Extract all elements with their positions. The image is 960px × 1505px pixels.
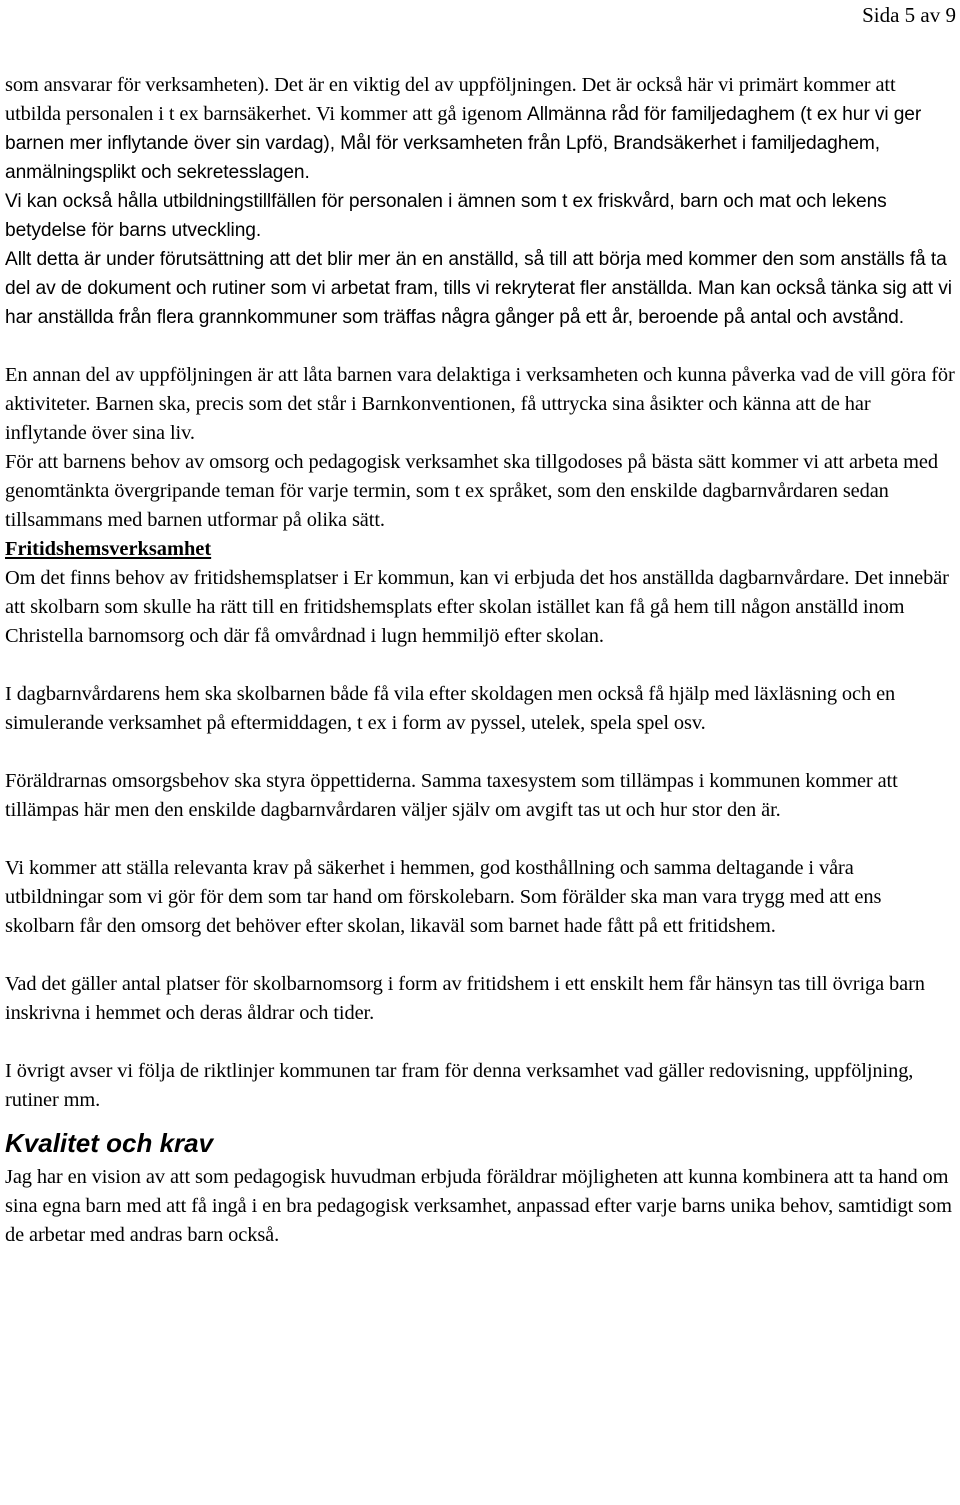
document-body <box>5 71 955 1250</box>
paragraph-child-participation: En annan del av uppföljningen är att låta barnen vara delaktiga i verksamheten och kunna påverka vad de vill göra för aktiviteter. Barnen ska, precis som det står i Barnkonventionen, få uttrycka sina åsikter och känna att de har inflytande över sina liv. <box>5 364 955 444</box>
page-number: Sida 5 av 9 <box>862 3 956 27</box>
paragraph-training-topics: Vi kan också hålla utbildningstillfällen för personalen i ämnen som t ex friskvård, barn och mat och lekens betydelse för barns utveckling. <box>5 191 887 241</box>
heading-fritidshemsverksamhet: Fritidshemsverksamhet <box>5 538 212 560</box>
paragraph-text: som ansvarar för verksamheten). Det är en viktig del av uppföljningen. Det är också här vi primärt kommer att utbilda personalen i t ex barnsäkerhet. Vi kommer att gå igenom <box>5 74 896 125</box>
paragraph-fritids-offer: Om det finns behov av fritidshemsplatser i Er kommun, kan vi erbjuda det hos anställda dagbarnvårdare. Det innebär att skolbarn som skulle ha rätt till en fritidshemsplats efter skolan istället kan få gå hem till någon anställd inom Christella barnomsorg och där få omvårdnad i lugn hemmiljö efter skolan. <box>5 567 949 647</box>
heading-kvalitet-och-krav: Kvalitet och krav <box>5 1128 214 1158</box>
paragraph-fritids-capacity: Vad det gäller antal platser för skolbarnomsorg i form av fritidshem i ett enskilt hem får hänsyn tas till övriga barn inskrivna i hemmet och deras åldrar och tider. <box>5 973 925 1024</box>
paragraph-fritids-hours: Föräldrarnas omsorgsbehov ska styra öppettiderna. Samma taxesystem som tillämpas i kommunen kommer att tillämpas här men den enskilde dagbarnvårdaren väljer själv om avgift tas ut och hur stor den är. <box>5 770 898 821</box>
paragraph-themes: För att barnens behov av omsorg och pedagogisk verksamhet ska tillgodoses på bästa sätt kommer vi att arbeta med genomtänkta övergripande teman för varje termin, som t ex språket, som den enskilde dagbarnvårdaren sedan tillsammans med barnen utformar på olika sätt. <box>5 451 938 531</box>
paragraph-text-sans: Allmänna råd för familjedaghem (t ex hur vi ger barnen mer inflytande över sin vardag), Mål för verksamheten från Lpfö, Brandsäkerhet i familjedaghem, anmälningsplikt och sekretesslagen. <box>5 104 922 183</box>
paragraph-fritids-activities: I dagbarnvårdarens hem ska skolbarnen både få vila efter skoldagen men också få hjälp med läxläsning och en simulerande verksamhet på eftermiddagen, t ex i form av pyssel, utelek, spela spel osv. <box>5 683 896 734</box>
paragraph-fritids-safety: Vi kommer att ställa relevanta krav på säkerhet i hemmen, god kosthållning och samma deltagande i våra utbildningar som vi gör för dem som tar hand om förskolebarn. Som förälder ska man vara trygg med att ens skolbarn får den omsorg det behöver efter skolan, likaväl som barnet hade fått på ett fritidshem. <box>5 857 882 937</box>
paragraph-training-intro <box>5 71 955 187</box>
paragraph-staffing-condition: Allt detta är under förutsättning att det blir mer än en anställd, så till att börja med kommer den som anställs få ta del av de dokument och rutiner som vi arbetat fram, tills vi rekryterat fler anställda. Man kan också tänka sig att vi har anställda från flera grannkommuner som träffas några gånger på ett år, beroende på antal och avstånd. <box>5 249 952 328</box>
paragraph-vision: Jag har en vision av att som pedagogisk huvudman erbjuda föräldrar möjligheten att kunna kombinera att ta hand om sina egna barn med att få ingå i en bra pedagogisk verksamhet, anpassad efter varje barns unika behov, samtidigt som de arbetar med andras barn också. <box>5 1166 952 1246</box>
paragraph-fritids-guidelines: I övrigt avser vi följa de riktlinjer kommunen tar fram för denna verksamhet vad gäller redovisning, uppföljning, rutiner mm. <box>5 1060 914 1111</box>
